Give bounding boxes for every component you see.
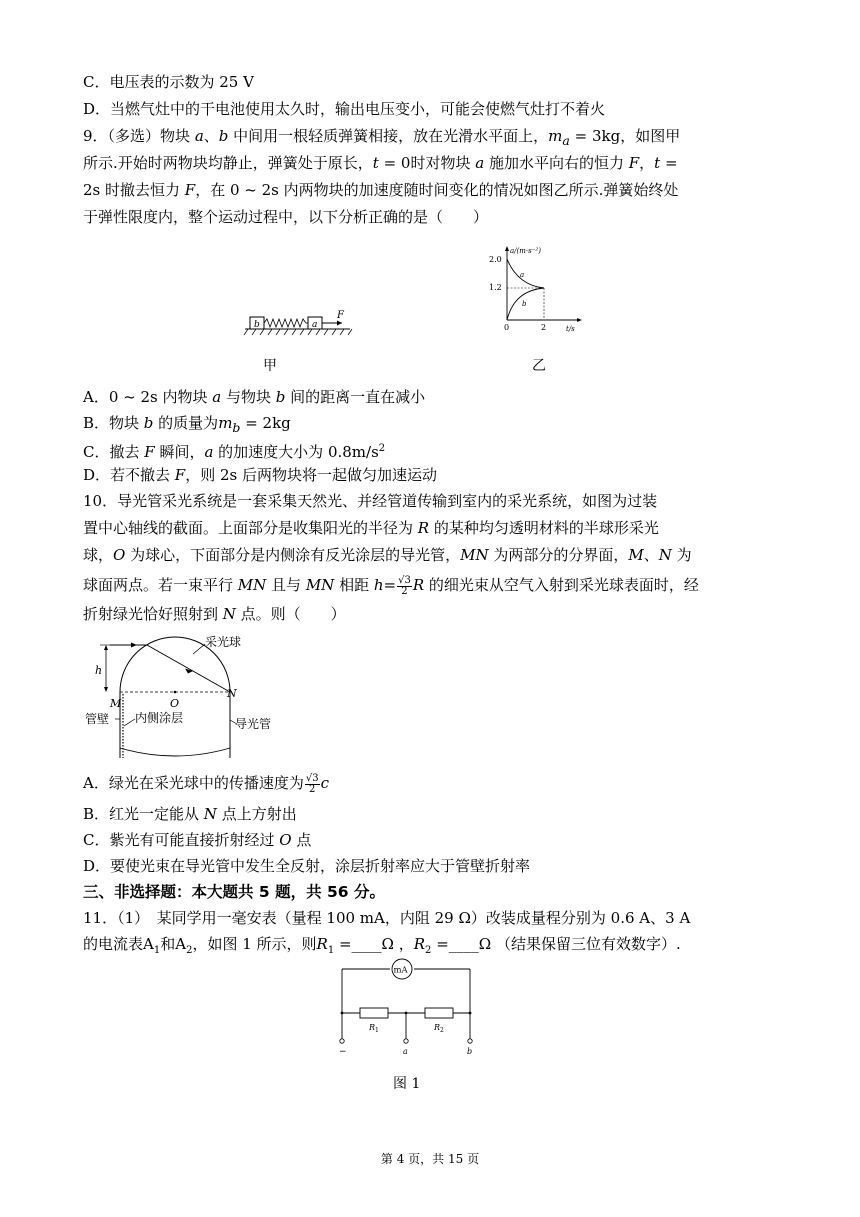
q9-figure-jia-caption: 甲 bbox=[263, 358, 277, 374]
q10-line-4: 球面两点。若一束平行 MN 且与 MN 相距 h= $\frac{√3}{2}$ R 的细光束从空气入射到采光球表面时，经 bbox=[83, 574, 699, 597]
pipe-bottom bbox=[120, 748, 230, 756]
r2-label: $R_2$ bbox=[434, 1023, 444, 1034]
resistor-r2 bbox=[425, 1008, 453, 1018]
q9-line-4: 于弹性限度内，整个运动过程中，以下分析正确的是（ ） bbox=[83, 208, 489, 226]
q9-line-3: 2s 时撤去恒力 F，在 0 ~ 2s 内两物块的加速度随时间变化的情况如图乙所示.弹簧始终处 bbox=[83, 181, 679, 199]
q10-line-5: 折射绿光恰好照射到 N 点。则（ ） bbox=[83, 605, 346, 623]
terminal-minus bbox=[340, 1039, 344, 1043]
spring bbox=[264, 319, 308, 327]
refracted-ray bbox=[147, 645, 230, 692]
block-a-label: a bbox=[312, 320, 318, 330]
y-axis-label: a/(m·s⁻²) bbox=[510, 247, 541, 255]
q9-figure-jia bbox=[240, 305, 360, 337]
r1-label: $R_1$ bbox=[369, 1023, 379, 1034]
terminal-a bbox=[404, 1039, 408, 1043]
curve-a-label: a bbox=[520, 271, 525, 279]
section-3-heading: 三、非选择题：本大题共 5 题，共 56 分。 bbox=[83, 883, 385, 901]
h-label: h bbox=[95, 664, 103, 677]
fraction-sqrt3-over-2: $\frac{√3}{2}$ bbox=[398, 574, 411, 597]
q10-figure-light-pipe bbox=[85, 630, 305, 765]
q10-line-3: 球，O 为球心，下面部分是内侧涂有反光涂层的导光管，MN 为两部分的分界面，M、N 为 bbox=[83, 546, 692, 564]
force-label: F bbox=[337, 310, 344, 321]
curve-a bbox=[507, 259, 544, 288]
terminal-minus-label: − bbox=[339, 1047, 347, 1057]
daoguangguan-label: 导光管 bbox=[235, 717, 272, 731]
terminal-b bbox=[468, 1039, 472, 1043]
point-n-label: N bbox=[227, 687, 237, 700]
y-tick-1-2: 1.2 bbox=[489, 283, 502, 292]
q9-option-c: C．撤去 F 瞬间，a 的加速度大小为 $0.8m/s^2$ bbox=[83, 443, 386, 461]
q11-line-2: 的电流表$A_1$和$A_2$，如图 1 所示，则$R_1$ =____Ω ，$R_2$ =____Ω （结果保留三位有效数字）. bbox=[83, 935, 681, 956]
y-tick-2-0: 2.0 bbox=[489, 255, 502, 264]
block-b-label: b bbox=[254, 320, 260, 330]
guanbi-label: 管壁 bbox=[85, 712, 110, 726]
x-tick-0: 0 bbox=[504, 323, 510, 332]
x-axis-label: t/s bbox=[566, 325, 575, 333]
q8-option-d: D．当燃气灶中的干电池使用太久时，输出电压变小，可能会使燃气灶打不着火 bbox=[83, 100, 606, 118]
q9-figure-yi bbox=[480, 244, 590, 336]
q10-option-c: C．紫光有可能直接折射经过 O 点 bbox=[83, 831, 312, 849]
q9-line-1: 9．（多选）物块 a、b 中间用一根轻质弹簧相接，放在光滑水平面上，$m_a = 3kg$，如图甲 bbox=[83, 127, 681, 148]
q10-option-a: A．绿光在采光球中的传播速度为 $\frac{√3}{2}$ c bbox=[83, 772, 329, 795]
point-m-label: M bbox=[110, 697, 122, 710]
point-o-label: O bbox=[170, 697, 180, 710]
resistor-r1 bbox=[360, 1008, 388, 1018]
terminal-a-label: a bbox=[403, 1047, 408, 1056]
q9-line-2: 所示.开始时两物块均静止，弹簧处于原长，t = 0时对物块 a 施加水平向右的恒力 F，t = bbox=[83, 154, 678, 172]
q11-figure-caption: 图 1 bbox=[393, 1076, 421, 1092]
caiguangqiu-label: 采光球 bbox=[205, 635, 242, 649]
q11-circuit-figure bbox=[330, 955, 490, 1060]
q9-option-b: B．物块 b 的质量为$m_b = 2kg$ bbox=[83, 414, 291, 435]
q9-figure-yi-caption: 乙 bbox=[532, 358, 546, 374]
q11-line-1: 11．（1） 某同学用一毫安表（量程 100 mA，内阻 29 Ω）改装成量程分别为 0.6 A、3 A bbox=[83, 909, 691, 927]
q9-option-d: D．若不撤去 F，则 2s 后两物块将一起做匀加速运动 bbox=[83, 466, 437, 484]
q10-line-2: 置中心轴线的截面。上面部分是收集阳光的半径为 R 的某种均匀透明材料的半球形采光 bbox=[83, 519, 659, 537]
milliammeter-label: mA bbox=[393, 965, 408, 976]
q8-option-c: C．电压表的示数为 25 V bbox=[83, 73, 254, 91]
center-o bbox=[174, 691, 177, 694]
neice-tuceng-label: 内侧涂层 bbox=[135, 711, 184, 725]
q10-option-d: D．要使光束在导光管中发生全反射，涂层折射率应大于管壁折射率 bbox=[83, 857, 531, 875]
terminal-b-label: b bbox=[467, 1047, 473, 1056]
q10-line-1: 10．导光管采光系统是一套采集天然光、并经管道传输到室内的采光系统，如图为过装 bbox=[83, 492, 658, 510]
fraction-sqrt3-over-2-option: $\frac{√3}{2}$ bbox=[305, 772, 319, 795]
curve-b-label: b bbox=[522, 300, 527, 308]
q9-option-a: A．0 ~ 2s 内物块 a 与物块 b 间的距离一直在减小 bbox=[83, 388, 426, 406]
q10-option-b: B．红光一定能从 N 点上方射出 bbox=[83, 805, 297, 823]
page-footer: 第 4 页，共 15 页 bbox=[380, 1152, 480, 1166]
x-tick-2: 2 bbox=[541, 323, 547, 332]
